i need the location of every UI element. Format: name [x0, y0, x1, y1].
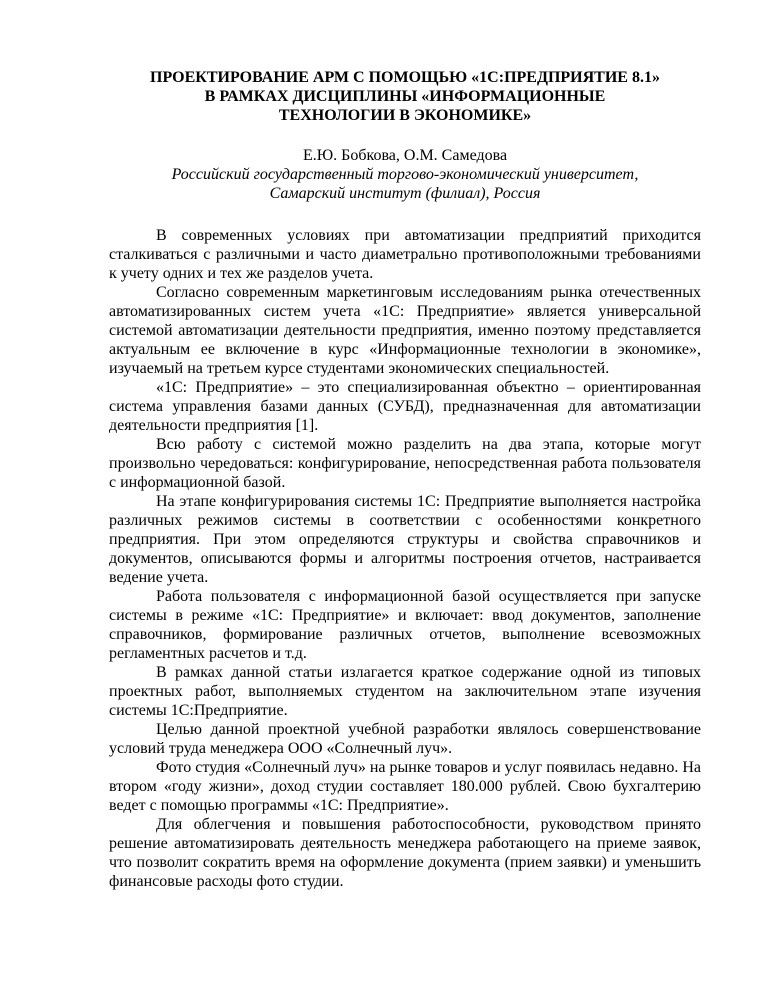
affiliation: [109, 165, 701, 203]
paper-body: [109, 226, 701, 891]
paragraph: Согласно современным маркетинговым исследованиям рынка отечественных автоматизированных систем учета «1С: Предприятие» является универсальной системой автоматизации деятельности предприятия, именно поэтому представляется актуальным ее включение в курс «Информационные технологии в экономике», изучаемый на третьем курсе студентами экономических специальностей.: [109, 284, 701, 377]
paragraph: В современных условиях при автоматизации предприятий приходится сталкиваться с различными и часто диаметрально противоположными требованиями к учету одних и тех же разделов учета.: [109, 227, 701, 282]
paragraph: Всю работу с системой можно разделить на два этапа, которые могут произвольно чередоваться: конфигурирование, непосредственная работа пользователя с информационной базой.: [109, 436, 701, 491]
authors: Е.Ю. Бобкова, О.М. Самедова: [302, 147, 508, 164]
paper-title: [109, 68, 701, 125]
paragraph: Для облегчения и повышения работоспособности, руководством принято решение автоматизировать деятельность менеджера работающего на приеме заявок, что позволит сократить время на оформление документа (прием заявки) и уменьшить финансовые расходы фото студии.: [109, 816, 701, 890]
title-line: ПРОЕКТИРОВАНИЕ АРМ С ПОМОЩЬЮ «1С:ПРЕДПРИЯТИЕ 8.1»: [150, 69, 660, 86]
paragraph: Работа пользователя с информационной базой осуществляется при запуске системы в режиме «1С: Предприятие» и включает: ввод документов, заполнение справочников, формирование различных отчетов, выполнение всевозможных регламентных расчетов и т.д.: [109, 588, 701, 662]
title-line: ТЕХНОЛОГИИ В ЭКОНОМИКЕ»: [278, 107, 532, 124]
paragraph: Целью данной проектной учебной разработки являлось совершенствование условий труда менеджера ООО «Солнечный луч».: [109, 721, 701, 757]
paragraph: В рамках данной статьи излагается краткое содержание одной из типовых проектных работ, выполняемых студентом на заключительном этапе изучения системы 1С:Предприятие.: [109, 664, 701, 719]
paragraph: На этапе конфигурирования системы 1С: Предприятие выполняется настройка различных режимов системы в соответствии с особенностями конкретного предприятия. При этом определяются структуры и свойства справочников и документов, описываются формы и алгоритмы построения отчетов, настраивается ведение учета.: [109, 493, 701, 586]
paragraph: «1С: Предприятие» – это специализированная объектно – ориентированная система управления базами данных (СУБД), предназначенная для автоматизации деятельности предприятия [1].: [109, 379, 701, 434]
paragraph: Фото студия «Солнечный луч» на рынке товаров и услуг появилась недавно. На втором «году жизни», доход студии составляет 180.000 рублей. Свою бухгалтерию ведет с помощью программы «1С: Предприятие».: [109, 759, 701, 814]
affiliation-line: Российский государственный торгово-экономический университет,: [171, 166, 639, 183]
affiliation-line: Самарский институт (филиал), Россия: [269, 185, 541, 202]
paper-page: [109, 68, 701, 891]
title-line: В РАМКАХ ДИСЦИПЛИНЫ «ИНФОРМАЦИОННЫЕ: [204, 88, 606, 105]
